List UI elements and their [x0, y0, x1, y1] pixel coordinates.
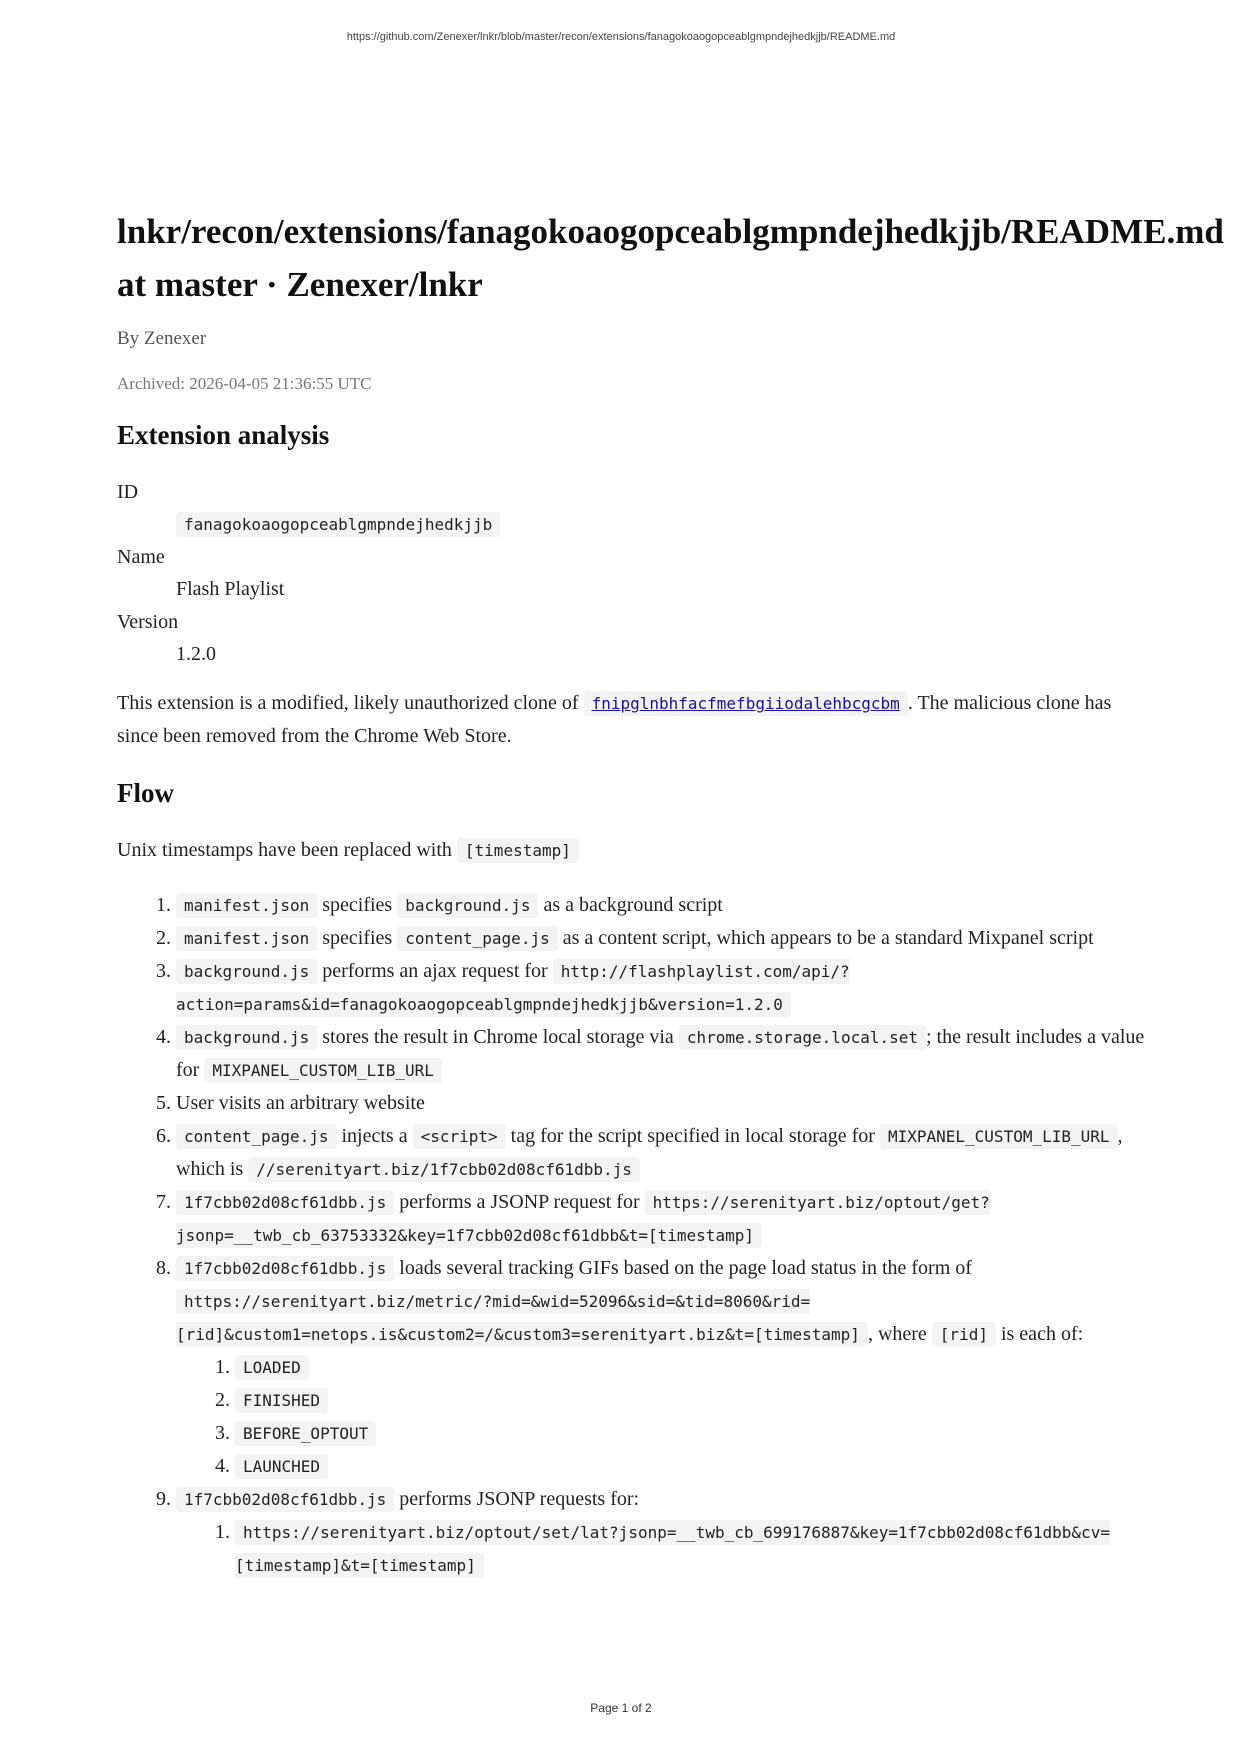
- list-item: 3. BEFORE_OPTOUT: [235, 1417, 1157, 1450]
- title-line-1: lnkr/recon/extensions/fanagokoaogopceablgmpndejhedkjjb/README.md: [117, 212, 1224, 251]
- clone-note: This extension is a modified, likely unauthorized clone of fnipglnbhfacfmefbgiiodalehbcgcbm . The malicious clone has since been removed from the Chrome Web Store.: [117, 692, 1112, 747]
- list-item: 2. manifest.json specifies content_page.js as a content script, which appears to be a standard Mixpanel script: [176, 922, 1157, 955]
- list-item: 1. manifest.json specifies background.js as a background script: [176, 889, 1157, 922]
- document-body: [117, 205, 1224, 1582]
- timestamp-code: [timestamp]: [457, 838, 579, 863]
- list-item: 6. content_page.js injects a <script> tag for the script specified in local storage for MIXPANEL_CUSTOM_LIB_URL , which is //serenityart.biz/1f7cbb02d08cf61dbb.js: [176, 1120, 1157, 1186]
- version-label: Version: [117, 611, 179, 633]
- list-item: 4. background.js stores the result in Chrome local storage via chrome.storage.local.set ; the result includes a value for MIXPANEL_CUSTOM_LIB_URL: [176, 1021, 1157, 1087]
- list-item: 7. 1f7cbb02d08cf61dbb.js performs a JSONP request for https://serenityart.biz/optout/get?jsonp=__twb_cb_63753332&key=1f7cbb02d08cf61dbb&t=[timestamp]: [176, 1186, 1157, 1252]
- archived-date: Archived: 2026-04-05 21:36:55 UTC: [117, 374, 372, 393]
- name-label: Name: [117, 546, 165, 568]
- list-item: 9. 1f7cbb02d08cf61dbb.js performs JSONP requests for: 1. https://serenityart.biz/optout/set/lat?jsonp=__twb_cb_699176887&key=1f7cbb02d08cf61dbb&cv=[timestamp]&t=[timestamp]: [176, 1483, 1157, 1582]
- rid-values: [176, 1351, 1157, 1483]
- section-heading-flow: Flow: [117, 778, 174, 808]
- page-title: [117, 205, 1224, 311]
- list-item: 1. LOADED: [235, 1351, 1157, 1384]
- original-extension-link[interactable]: fnipglnbhfacfmefbgiiodalehbcgcbm: [591, 694, 900, 713]
- jsonp-requests: [176, 1516, 1157, 1582]
- id-value: fanagokoaogopceablgmpndejhedkjjb: [176, 512, 500, 537]
- extension-details: [117, 476, 1157, 671]
- section-heading-extension-analysis: Extension analysis: [117, 420, 330, 450]
- list-item: 2. FINISHED: [235, 1384, 1157, 1417]
- flow-steps: [117, 889, 1157, 1582]
- list-item: 4. LAUNCHED: [235, 1450, 1157, 1483]
- byline: By Zenexer: [117, 328, 207, 349]
- version-value: 1.2.0: [176, 643, 216, 665]
- page-number: Page 1 of 2: [590, 1701, 652, 1715]
- list-item: 1. https://serenityart.biz/optout/set/lat?jsonp=__twb_cb_699176887&key=1f7cbb02d08cf61dbb&cv=[timestamp]&t=[timestamp]: [235, 1516, 1157, 1582]
- list-item: 5. User visits an arbitrary website: [176, 1087, 1157, 1120]
- title-line-2: at master · Zenexer/lnkr: [117, 265, 483, 304]
- flow-intro: Unix timestamps have been replaced with [timestamp]: [117, 834, 1157, 867]
- id-label: ID: [117, 481, 139, 503]
- name-value: Flash Playlist: [176, 578, 285, 600]
- page-url: https://github.com/Zenexer/lnkr/blob/master/recon/extensions/fanagokoaogopceablgmpndejhedkjjb/README.md: [346, 31, 896, 43]
- list-item: 8. 1f7cbb02d08cf61dbb.js loads several tracking GIFs based on the page load status in the form of https://serenityart.biz/metric/?mid=&wid=52096&sid=&tid=8060&rid=[rid]&custom1=netops.is&custom2=/&custom3=serenityart.biz&t=[timestamp] , where [rid] is each of: 1. LOADED 2. FINISHED 3. BEFORE_OPTOUT 4. LAUNCHED: [176, 1252, 1157, 1483]
- list-item: 3. background.js performs an ajax request for http://flashplaylist.com/api/?action=params&id=fanagokoaogopceablgmpndejhedkjjb&version=1.2.0: [176, 955, 1157, 1021]
